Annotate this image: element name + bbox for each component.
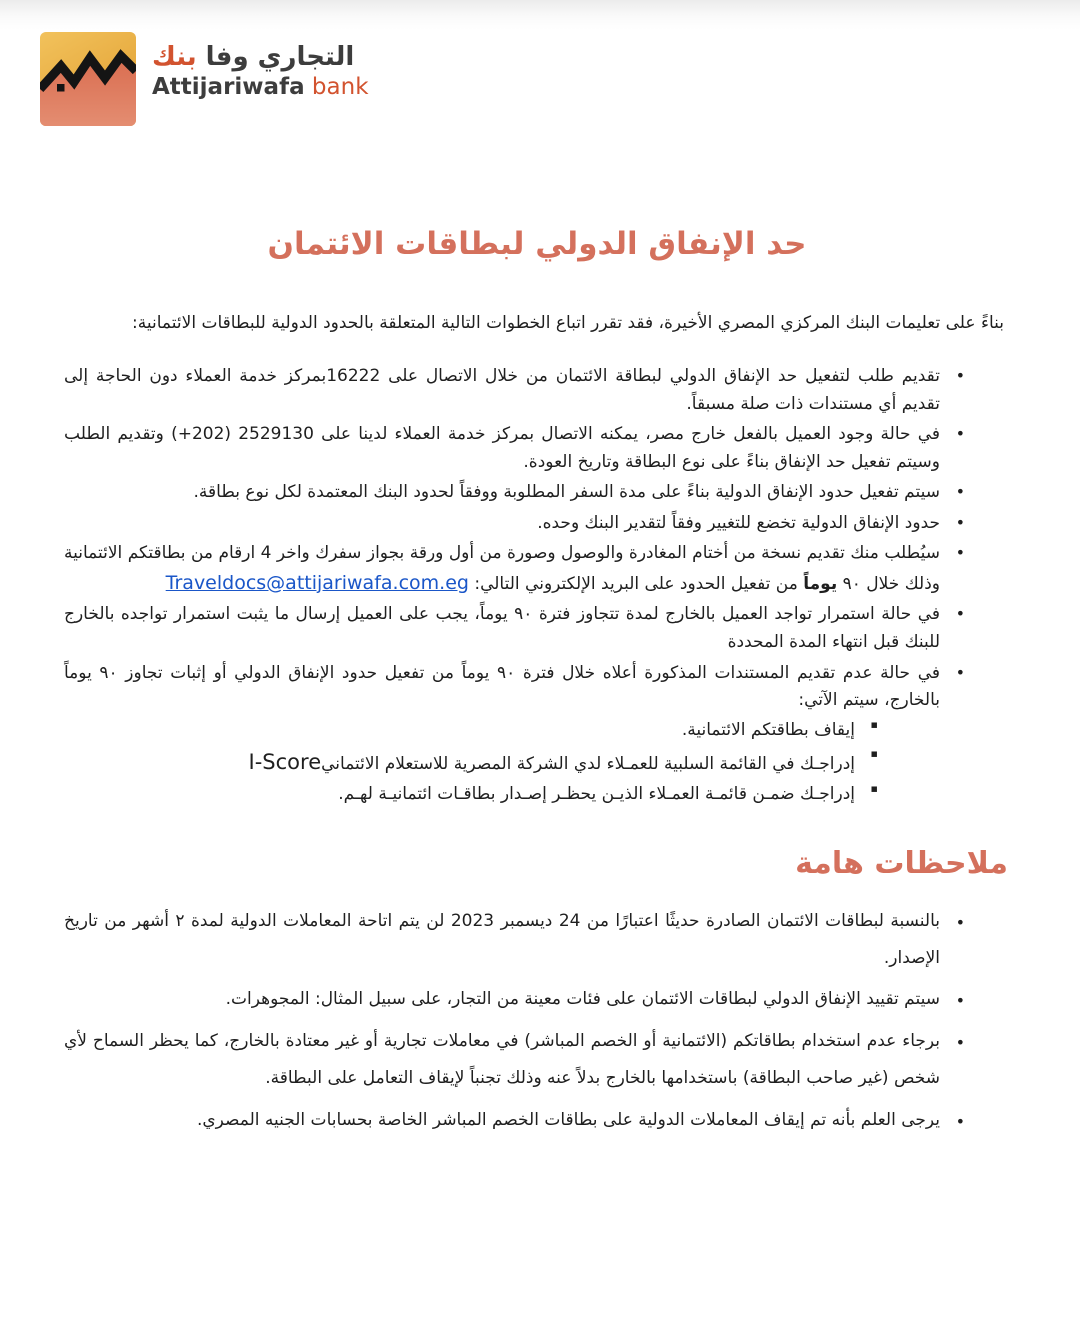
intro-paragraph: بناءً على تعليمات البنك المركزي المصري الأخيرة، فقد تقرر اتباع الخطوات التالية المتعلقة بالحدود الدولية للبطاقات الائتمانية: [132,313,1004,333]
travel-docs-email-link[interactable]: Traveldocs@attijariwafa.com.eg [165,571,469,594]
iscore-label: I-Score [248,749,322,774]
bullet-text: سيُطلب منك تقديم نسخة من أختام المغادرة والوصول وصورة من أول ورقة بجواز سفرك واخر 4 ارقام من بطاقتكم الائتمانية وذلك خلال ٩٠ [64,543,940,594]
list-item [64,660,966,809]
notes-section-title: ملاحظات هامة [795,845,1008,881]
bullet-text: من تفعيل الحدود على البريد الإلكتروني التالي: [468,573,804,594]
list-item: • حدود الإنفاق الدولية تخضع للتغيير وفقاً لتقدير البنك وحده. [64,510,966,538]
bullet-text: في حالة عدم تقديم المستندات المذكورة أعلاه خلال فترة ٩٠ يوماً من تفعيل حدود الإنفاق الدولي أو إثبات تجاوز ٩٠ يوماً بالخارج، سيتم الآتي: [64,662,940,711]
list-item [64,421,966,476]
bank-name-arabic-bank-word: بنك [152,42,197,72]
bullet-text: إدراجـك في القائمة السلبية للعمـلاء لدي الشركة المصرية للاستعلام الائتماني [321,753,855,774]
bank-name-english: Attijariwafa bank [152,74,369,100]
list-item: • بالنسبة لبطاقات الائتمان الصادرة حديثًا اعتبارًا من 24 ديسمبر 2023 لن يتم اتاحة المعاملات الدولية لمدة ٢ أشهر من تاريخ الإصدار. [64,903,966,978]
list-item: ▪ إدراجـك ضمـن قائمـة العمـلاء الذيـن يحظـر إصـدار بطاقـات ائتمانيـة لهـم. [64,781,880,808]
page-title: حد الإنفاق الدولي لبطاقات الائتمان [267,226,807,262]
list-item: • يرجى العلم بأنه تم إيقاف المعاملات الدولية على بطاقات الخصم المباشر الخاصة بحسابات الجنيه المصري. [64,1102,966,1139]
list-item: • تقديم طلب لتفعيل حد الإنفاق الدولي لبطاقة الائتمان من خلال الاتصال على 16222بمركز خدمة العملاء دون الحاجة إلى تقديم أي مستندات ذات صلة مسبقاً. [64,363,966,418]
list-item: • سيتم تفعيل حدود الإنفاق الدولية بناءً على مدة السفر المطلوبة ووفقاً لحدود البنك المعتمدة لكل نوع بطاقة. [64,479,966,507]
bank-name-english-bank-word: bank [304,74,369,100]
list-item: • برجاء عدم استخدام بطاقاتكم (الائتمانية أو الخصم المباشر) في معاملات تجارية أو غير معتادة بالخارج، كما يحظر السماح لأي شخص (غير صاحب البطاقة) باستخدامها بالخارج بدلاً عنه وذلك تجنباً لإيقاف التعامل على البطاقة. [64,1023,966,1098]
list-item: ▪ إيقاف بطاقتكم الائتمانية. [64,717,880,744]
notes-bullet-list [64,903,966,1139]
consequences-sub-list [64,717,880,809]
bank-name-arabic: التجاري وفا بنك [152,42,355,72]
steps-bullet-list [64,363,966,809]
list-item: • في حالة استمرار تواجد العميل بالخارج لمدة تتجاوز فترة ٩٠ يوماً، يجب على العميل إرسال ما يثبت استمرار تواجده بالخارج للبنك قبل انتهاء المدة المحددة [64,601,966,656]
bullet-text: في حالة وجود العميل بالفعل خارج مصر، يمكنه الاتصال بمركز خدمة العملاء لدينا على [313,424,940,445]
phone-number: (+202) 2529130 [171,424,314,445]
list-item [64,746,880,780]
bullet-text: وتقديم الطلب وسيتم تفعيل حد الإنفاق بناءً على نوع البطاقة وتاريخ العودة. [64,424,940,472]
list-item [64,540,966,598]
list-item: • سيتم تقييد الإنفاق الدولي لبطاقات الائتمان على فئات معينة من التجار، على سبيل المثال: المجوهرات. [64,981,966,1018]
bullet-text-bold: يوماً [803,573,838,594]
